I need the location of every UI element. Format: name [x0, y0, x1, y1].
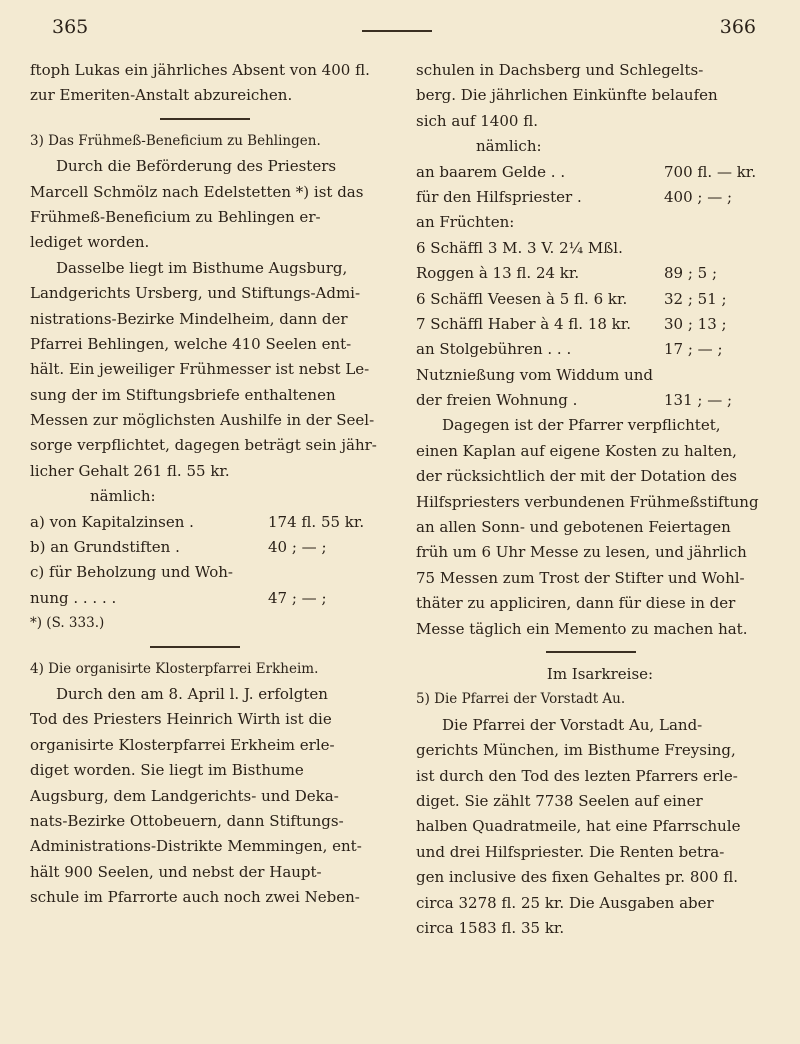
- income-row: an Früchten:: [416, 213, 515, 232]
- text-line: und drei Hilfspriester. Die Renten betra-: [416, 842, 725, 861]
- text-line: hält 900 Seelen, und nebst der Haupt-: [30, 862, 322, 881]
- income-row: an baarem Gelde . . 700 fl. — kr.: [416, 162, 757, 181]
- income-row: 6 Schäffl Veesen à 5 fl. 6 kr. 32 ; 51 ;: [416, 289, 727, 308]
- left-page-body: [30, 58, 388, 911]
- text-line: 75 Messen zum Trost der Stifter und Wohl-: [416, 568, 745, 587]
- text-line: hält. Ein jeweiliger Frühmesser ist nebst Le-: [30, 360, 370, 379]
- section-heading-5: 5) Die Pfarrei der Vorstadt Au.: [416, 691, 626, 708]
- text-line: Hilfspriesters verbundenen Frühmeßstiftung: [416, 492, 759, 511]
- income-row: Roggen à 13 fl. 24 kr. 89 ; 5 ;: [416, 264, 718, 283]
- text-line: Dasselbe liegt im Bisthume Augsburg,: [56, 258, 348, 277]
- income-row: c) für Beholzung und Woh-: [30, 563, 234, 582]
- text-line: zur Emeriten-Anstalt abzureichen.: [30, 86, 293, 105]
- text-line: nistrations-Bezirke Mindelheim, dann der: [30, 309, 348, 328]
- income-row: a) von Kapitalzinsen . 174 fl. 55 kr.: [30, 512, 365, 531]
- text-line: thäter zu appliciren, dann für diese in der: [416, 594, 736, 613]
- right-page: [400, 0, 800, 1044]
- income-row: b) an Grundstiften . 40 ; — ;: [30, 538, 327, 557]
- text-line: Pfarrei Behlingen, welche 410 Seelen ent-: [30, 334, 352, 353]
- text-line: ftoph Lukas ein jährliches Absent von 400 fl.: [30, 61, 370, 79]
- text-line: Dagegen ist der Pfarrer verpflichtet,: [442, 416, 721, 435]
- text-line: lediget worden.: [30, 233, 150, 252]
- text-line: schule im Pfarrorte auch noch zwei Neben-: [30, 888, 360, 907]
- text-line: organisirte Klosterpfarrei Erkheim erle-: [30, 735, 335, 754]
- namlich-label: nämlich:: [90, 487, 156, 506]
- text-line: sorge verpflichtet, dagegen beträgt sein jähr-: [30, 436, 377, 455]
- text-line: sung der im Stiftungsbriefe enthaltenen: [30, 385, 336, 404]
- text-line: Augsburg, dem Landgerichts- und Deka-: [30, 786, 339, 805]
- text-line: Administrations-Distrikte Memmingen, ent-: [30, 837, 362, 856]
- text-line: Messen zur möglichsten Aushilfe in der Seel-: [30, 411, 375, 430]
- right-page-body: [416, 58, 784, 941]
- income-row: 7 Schäffl Haber à 4 fl. 18 kr. 30 ; 13 ;: [416, 314, 727, 333]
- text-line: gen inclusive des fixen Gehaltes pr. 800 fl.: [416, 868, 739, 887]
- kreis-heading: Im Isarkreise:: [546, 664, 654, 683]
- text-line: berg. Die jährlichen Einkünfte belaufen: [416, 86, 718, 105]
- text-line: Marcell Schmölz nach Edelstetten *) ist das: [30, 182, 364, 201]
- text-line: Durch den am 8. April l. J. erfolgten: [56, 684, 328, 703]
- footnote: *) (S. 333.): [30, 615, 105, 632]
- income-row: der freien Wohnung . 131 ; — ;: [416, 391, 733, 410]
- text-line: an allen Sonn- und gebotenen Feiertagen: [416, 518, 731, 537]
- text-line: licher Gehalt 261 fl. 55 kr.: [30, 461, 230, 480]
- section-heading-4: 4) Die organisirte Klosterpfarrei Erkheim.: [30, 660, 319, 677]
- namlich-label: nämlich:: [476, 137, 542, 156]
- page-number-left: 365: [52, 16, 89, 38]
- text-line: gerichts München, im Bisthume Freysing,: [416, 741, 736, 760]
- section-divider: [30, 637, 388, 657]
- text-line: früh um 6 Uhr Messe zu lesen, und jährlich: [416, 543, 747, 562]
- text-line: Tod des Priesters Heinrich Wirth ist die: [30, 710, 332, 729]
- text-line: Landgerichts Ursberg, und Stiftungs-Admi-: [30, 284, 361, 303]
- income-row: 6 Schäffl 3 M. 3 V. 2¼ Mßl.: [416, 238, 623, 257]
- text-line: Durch die Beförderung des Priesters: [56, 157, 337, 176]
- text-line: schulen in Dachsberg und Schlegelts-: [416, 61, 704, 79]
- text-line: Messe täglich ein Memento zu machen hat.: [416, 619, 748, 638]
- text-line: circa 3278 fl. 25 kr. Die Ausgaben aber: [416, 893, 714, 912]
- text-line: der rücksichtlich der mit der Dotation des: [416, 467, 737, 486]
- text-line: einen Kaplan auf eigene Kosten zu halten,: [416, 441, 737, 460]
- income-row: für den Hilfspriester . 400 ; — ;: [416, 187, 733, 206]
- section-divider: [30, 109, 388, 129]
- text-line: nats-Bezirke Ottobeuern, dann Stiftungs-: [30, 811, 344, 830]
- text-line: ist durch den Tod des lezten Pfarrers erle-: [416, 766, 738, 785]
- page-number-right: 366: [719, 16, 756, 38]
- section-divider: [416, 642, 784, 662]
- income-row: an Stolgebühren . . . 17 ; — ;: [416, 340, 723, 359]
- text-line: diget. Sie zählt 7738 Seelen auf einer: [416, 791, 703, 810]
- text-line: sich auf 1400 fl.: [416, 111, 538, 130]
- income-row: Nutznießung vom Widdum und: [416, 365, 653, 384]
- text-line: circa 1583 fl. 35 kr.: [416, 918, 565, 937]
- text-line: halben Quadratmeile, hat eine Pfarrschule: [416, 817, 741, 836]
- text-line: Die Pfarrei der Vorstadt Au, Land-: [442, 715, 703, 734]
- text-line: Frühmeß-Beneficium zu Behlingen er-: [30, 207, 321, 226]
- section-heading-3: 3) Das Frühmeß-Beneficium zu Behlingen.: [30, 132, 321, 149]
- text-line: diget worden. Sie liegt im Bisthume: [30, 761, 304, 780]
- income-row: nung . . . . . 47 ; — ;: [30, 588, 327, 607]
